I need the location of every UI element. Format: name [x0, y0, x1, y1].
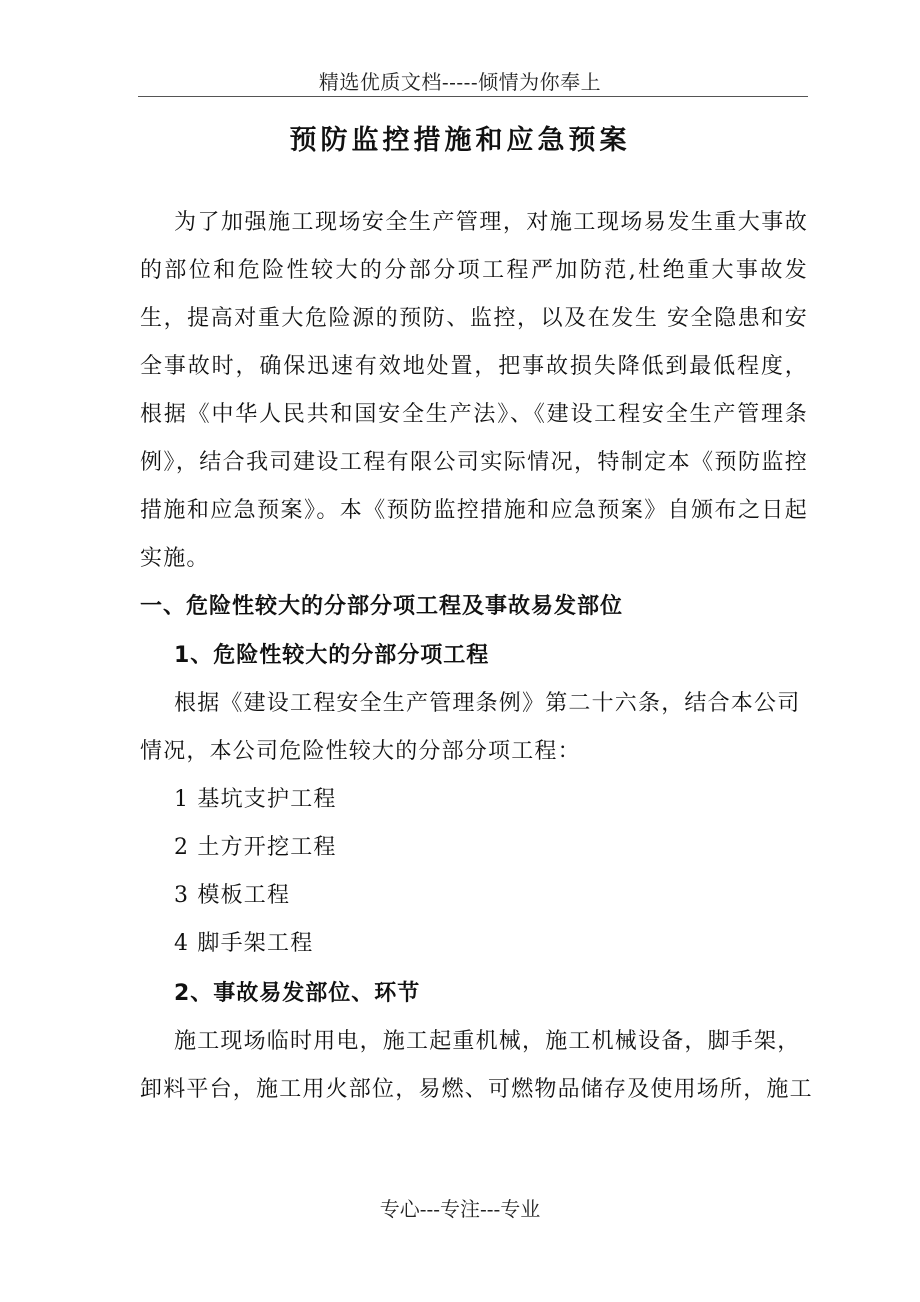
list-item: 4 脚手架工程	[174, 931, 314, 956]
intro-paragraph: 为了加强施工现场安全生产管理，对施工现场易发生重大事故的部位和危险性较大的分部分项工程严加防范,杜绝重大事故发生，提高对重大危险源的预防、监控，以及在发生 安全隐患和安全事故时，确保迅速有效地处置，把事故损失降低到最低程度，根据《中华人民共和国安全生产法》、《建设工程安全生产管理条例》，结合我司建设工程有限公司实际情况，特制定本《预防监控措施和应急预案》。本《预防监控措施和应急预案》自颁布之日起实施。	[140, 210, 808, 571]
paragraph-line: 卸料平台，施工用火部位，易燃、可燃物品储存及使用场所，施工	[140, 1077, 813, 1102]
page-footer: 专心---专注---专业	[379, 1197, 541, 1221]
list-item: 2 土方开挖工程	[174, 835, 337, 860]
subsection-heading: 2、事故易发部位、环节	[174, 981, 421, 1006]
paragraph-line: 情况，本公司危险性较大的分部分项工程：	[140, 739, 581, 764]
list-item: 1 基坑支护工程	[174, 787, 337, 812]
document-title: 预防监控措施和应急预案	[289, 125, 631, 156]
list-item: 3 模板工程	[174, 883, 291, 908]
paragraph-line: 施工现场临时用电，施工起重机械，施工机械设备，脚手架，	[174, 1029, 801, 1054]
page-header: 精选优质文档-----倾情为你奉上	[318, 70, 602, 94]
header-divider	[138, 96, 808, 97]
paragraph-line: 根据《建设工程安全生产管理条例》第二十六条，结合本公司	[174, 691, 801, 716]
section-heading: 一、危险性较大的分部分项工程及事故易发部位	[140, 594, 624, 619]
subsection-heading: 1、危险性较大的分部分项工程	[174, 643, 490, 668]
